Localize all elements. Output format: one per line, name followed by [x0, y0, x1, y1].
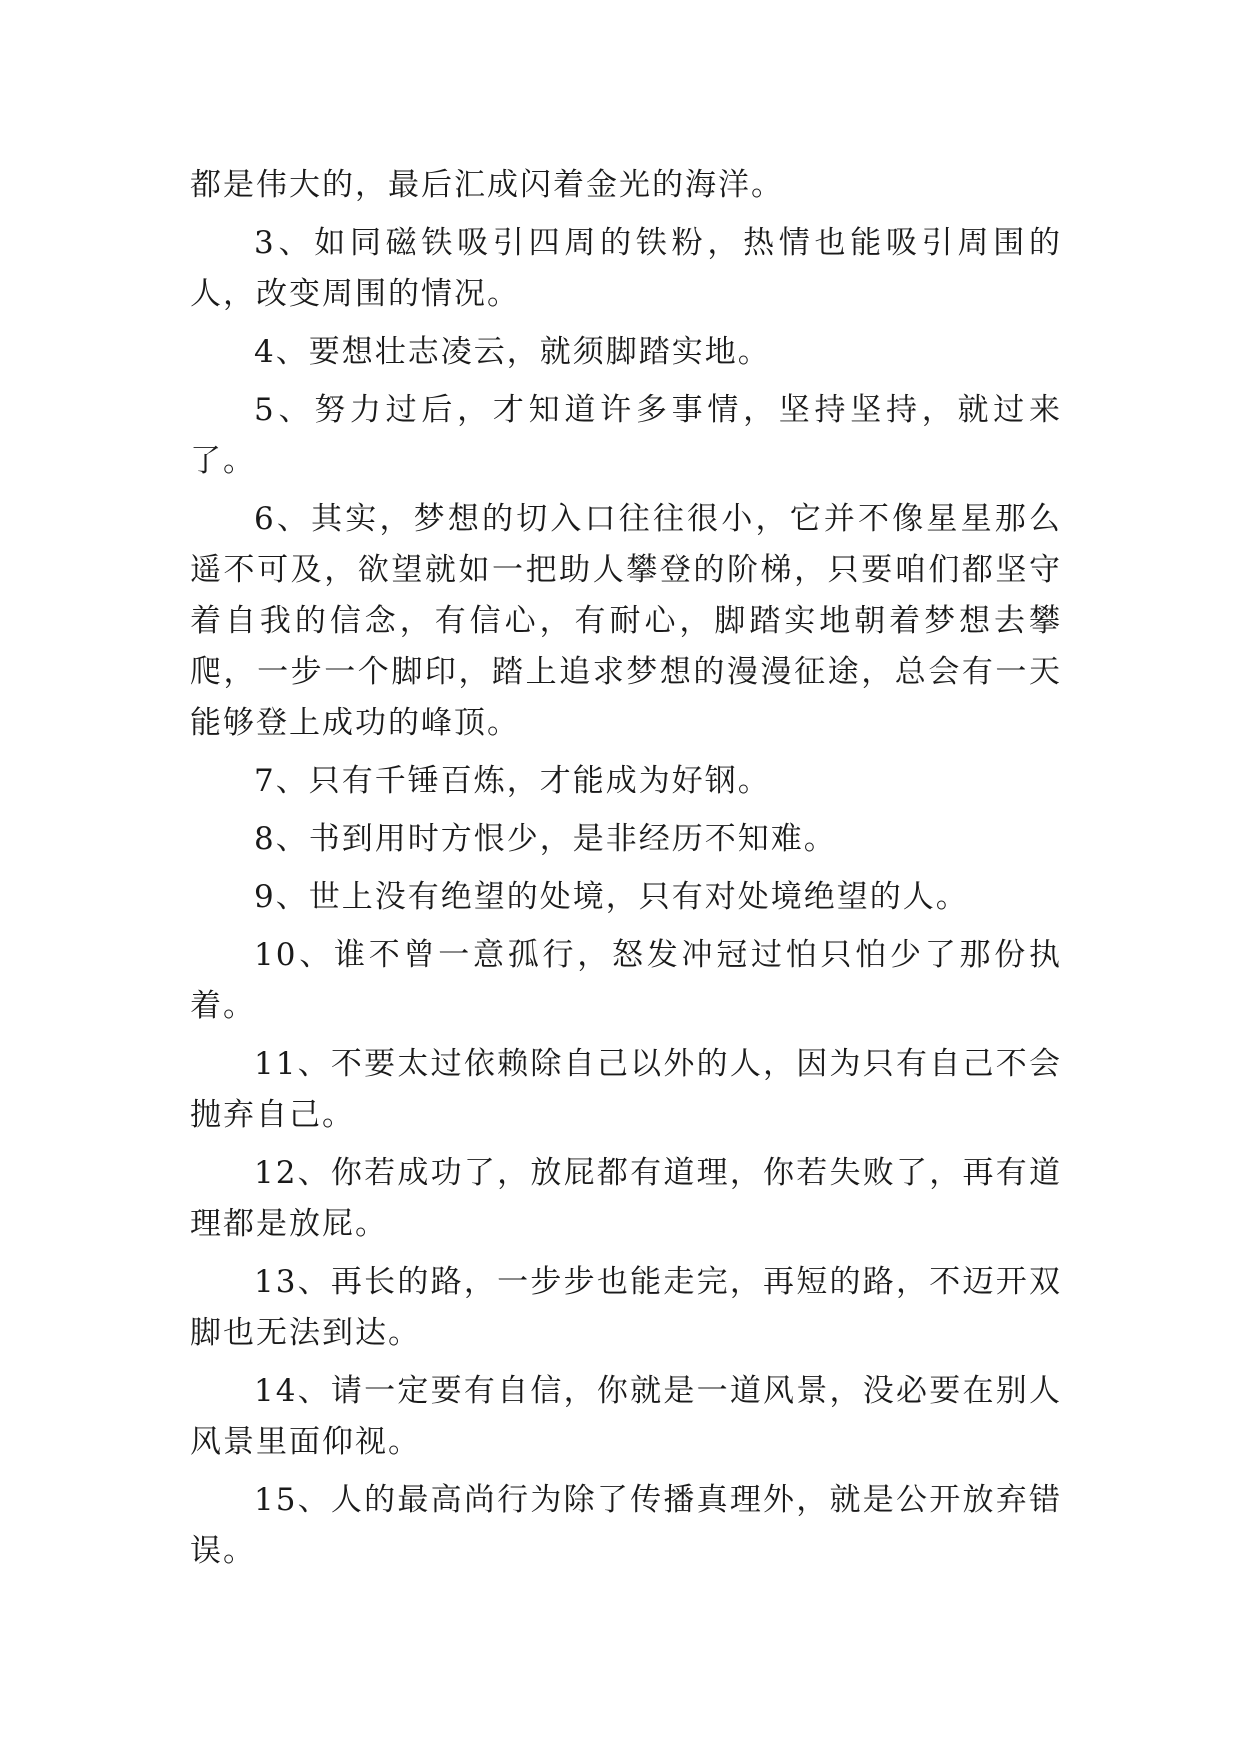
quote-item-15: 15、人的最高尚行为除了传播真理外，就是公开放弃错误。 [190, 1482, 1062, 1569]
quote-item-11: 11、不要太过依赖除自己以外的人，因为只有自己不会抛弃自己。 [190, 1046, 1062, 1133]
quote-item-14: 14、请一定要有自信，你就是一道风景，没必要在别人风景里面仰视。 [190, 1373, 1062, 1460]
quote-item-3: 3、如同磁铁吸引四周的铁粉，热情也能吸引周围的人，改变周围的情况。 [190, 225, 1062, 312]
paragraph-continuation: 都是伟大的，最后汇成闪着金光的海洋。 [190, 167, 784, 203]
quote-item-10: 10、谁不曾一意孤行，怒发冲冠过怕只怕少了那份执着。 [190, 937, 1062, 1024]
quote-item-7: 7、只有千锤百炼，才能成为好钢。 [254, 763, 771, 799]
quote-item-9: 9、世上没有绝望的处境，只有对处境绝望的人。 [254, 879, 969, 915]
quote-item-12: 12、你若成功了，放屁都有道理，你若失败了，再有道理都是放屁。 [190, 1155, 1062, 1242]
quote-item-8: 8、书到用时方恨少，是非经历不知难。 [254, 821, 837, 857]
quote-item-6: 6、其实，梦想的切入口往往很小，它并不像星星那么遥不可及，欲望就如一把助人攀登的阶梯，只要咱们都坚守着自我的信念，有信心，有耐心，脚踏实地朝着梦想去攀爬，一步一个脚印，踏上追求梦想的漫漫征途，总会有一天能够登上成功的峰顶。 [190, 501, 1062, 741]
document-body [190, 160, 1062, 1584]
quote-item-13: 13、再长的路，一步步也能走完，再短的路，不迈开双脚也无法到达。 [190, 1264, 1062, 1351]
quote-item-5: 5、努力过后，才知道许多事情，坚持坚持，就过来了。 [190, 392, 1062, 479]
quote-item-4: 4、要想壮志凌云，就须脚踏实地。 [254, 334, 771, 370]
